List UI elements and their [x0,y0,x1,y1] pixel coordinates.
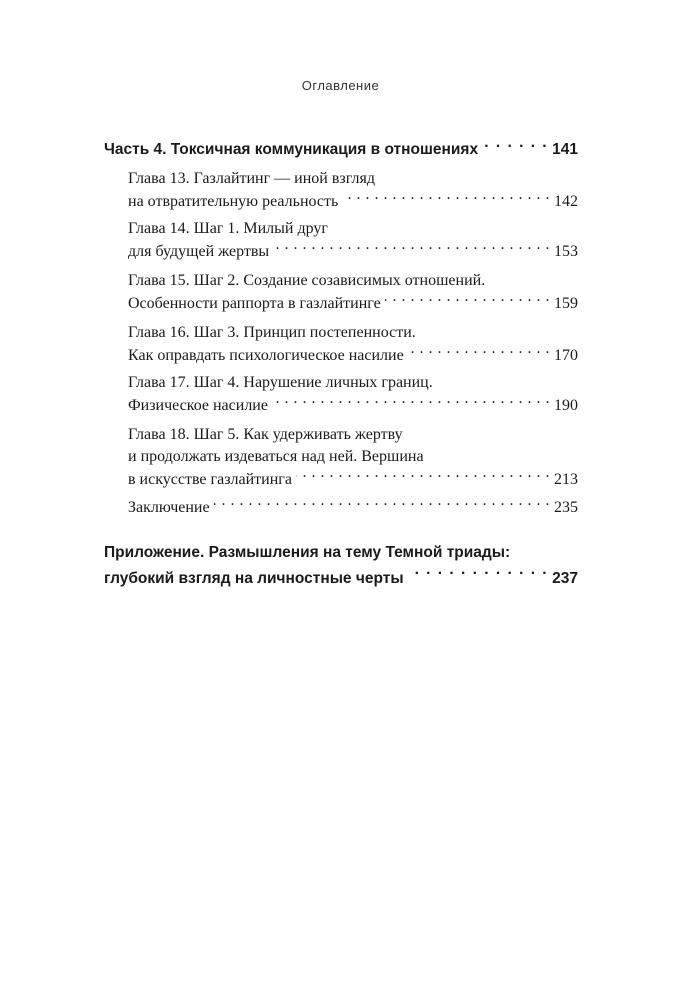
dot-leader [272,394,550,410]
chapter-title-line-2: Особенности раппорта в газлайтинге [128,295,381,312]
conclusion-title: Заключение [128,499,210,516]
page-number: 213 [554,471,578,488]
page-number: 237 [552,570,578,587]
chapter-title-line-1: Глава 15. Шаг 2. Создание созависимых отношений. [128,272,486,289]
part-title: Часть 4. Токсичная коммуникация в отношениях [104,140,479,158]
toc-appendix[interactable] [104,540,578,592]
chapter-title-line-2: Как оправдать психологическое насилие [128,347,404,364]
chapter-title-line-2: Физическое насилие [128,397,268,414]
dot-leader [296,468,550,484]
dot-leader [214,496,550,512]
chapter-title-line-1: Глава 17. Шаг 4. Нарушение личных границ. [128,374,433,391]
chapter-title-line-2: и продолжать издеваться над ней. Вершина [128,448,424,465]
chapter-title-line-1: Глава 13. Газлайтинг — иной взгляд [128,170,375,187]
page-number: 153 [554,243,578,260]
page-number: 170 [554,347,578,364]
toc-chapter-14[interactable] [128,218,578,263]
dot-leader [482,138,548,154]
page-number: 190 [554,397,578,414]
chapter-title-line-2: для будущей жертвы [128,243,270,260]
appendix-title-line-1: Приложение. Размышления на тему Темной триады: [104,544,511,561]
page-number: 235 [554,499,578,516]
chapter-title-line-1: Глава 18. Шаг 5. Как удерживать жертву [128,426,403,443]
toc-chapter-13[interactable] [128,168,578,213]
toc-chapter-16[interactable] [128,322,578,367]
page-number: 141 [552,140,578,158]
dot-leader [342,190,550,206]
chapter-title-line-2: на отвратительную реальность [128,193,339,210]
dot-leader [385,292,550,308]
page-number: 159 [554,295,578,312]
dot-leader [273,240,550,256]
running-head: Оглавление [301,78,380,93]
chapter-title-line-1: Глава 14. Шаг 1. Милый друг [128,220,328,237]
chapter-title-line-1: Глава 16. Шаг 3. Принцип постепенности. [128,324,416,341]
toc-chapter-15[interactable] [128,270,578,315]
dot-leader [408,568,549,584]
page-number: 142 [554,193,578,210]
chapter-title-line-3: в искусстве газлайтинга [128,471,292,488]
appendix-title-line-2: глубокий взгляд на личностные черты [104,570,404,587]
toc-part-4[interactable] [104,138,578,161]
toc-chapter-17[interactable] [128,372,578,417]
toc-chapter-18[interactable] [128,424,578,491]
dot-leader [408,344,550,360]
toc-conclusion[interactable] [128,496,578,519]
